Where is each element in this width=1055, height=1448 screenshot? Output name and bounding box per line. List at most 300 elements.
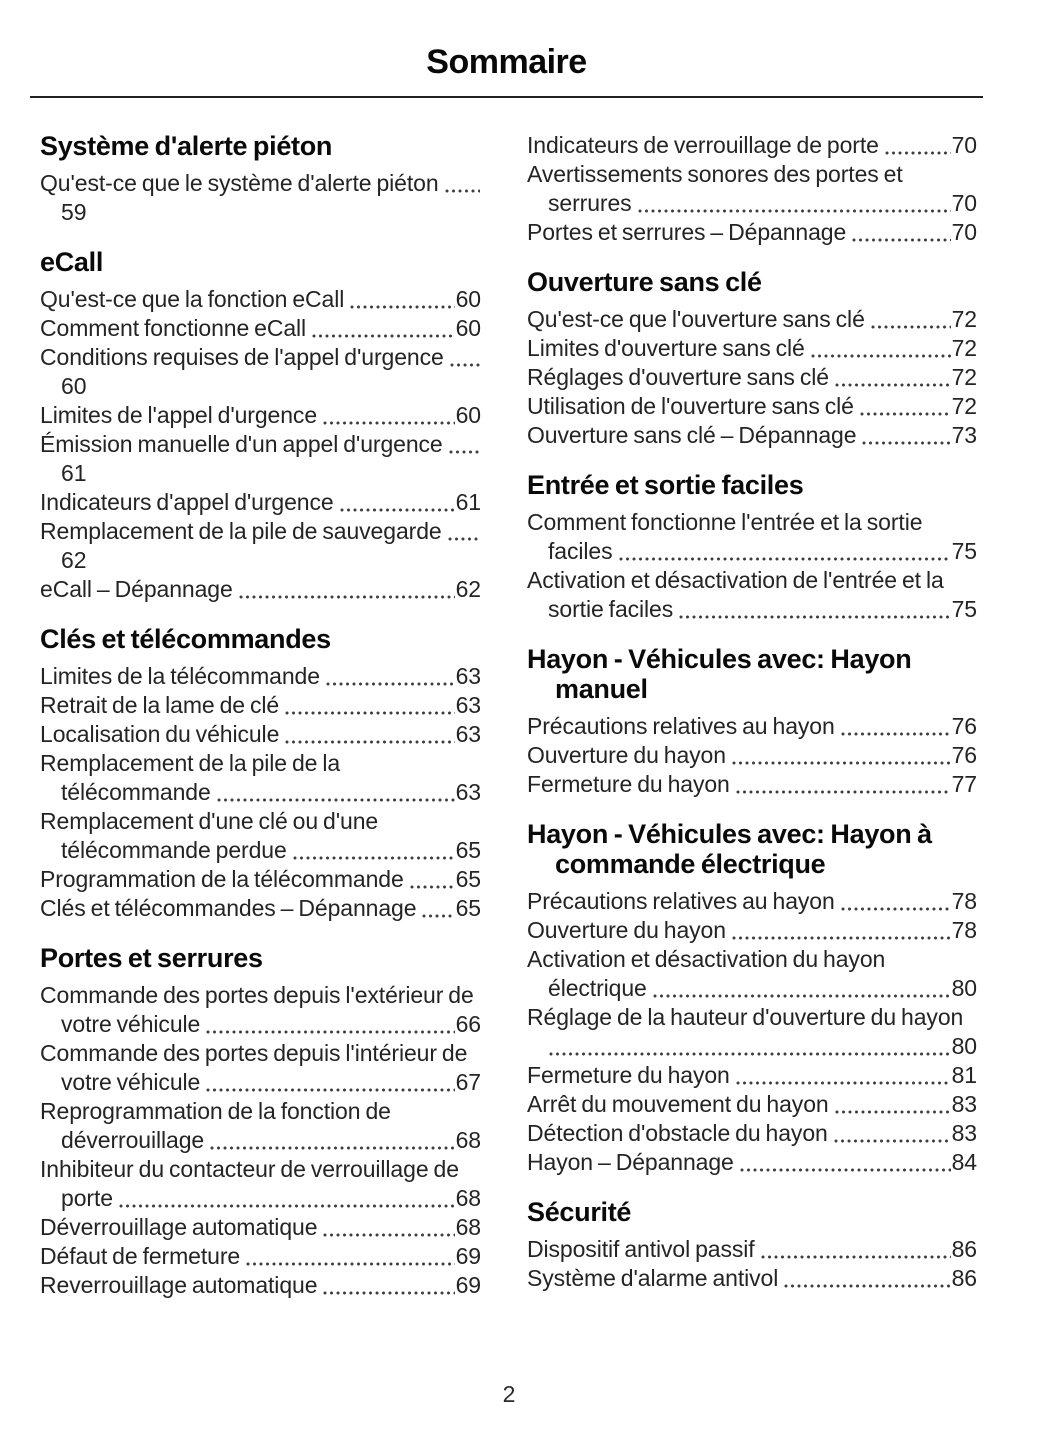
entry-word: au (742, 713, 768, 739)
entry-word: de (616, 1004, 643, 1030)
entry-word: hauteur (670, 1004, 748, 1030)
dot-leader (448, 537, 480, 541)
entry-word: fonction (280, 1098, 361, 1124)
toc-entry (40, 285, 481, 314)
entry-word: Commande (40, 1040, 159, 1066)
dot-leader (422, 914, 454, 918)
entry-word: du (637, 771, 663, 797)
entry-word: et (883, 161, 903, 187)
entry-word: sans (633, 422, 682, 448)
entry-word: que (628, 306, 667, 332)
entry-word: Dépannage (728, 219, 847, 245)
dot-leader (852, 238, 950, 242)
entry-word: d'un (235, 431, 278, 457)
entry-word: serrures (548, 190, 632, 216)
entry-word: et (820, 509, 840, 535)
entry-word: de (291, 750, 318, 776)
entry-word: désactivation (654, 946, 788, 972)
entry-word: l'ouverture (671, 306, 778, 332)
dot-leader (323, 1291, 454, 1295)
entry-word: depuis (273, 1040, 341, 1066)
entry-page-number: 62 (455, 576, 481, 602)
entry-word: que (141, 170, 180, 196)
dot-leader (217, 798, 455, 802)
entry-word: Précautions (527, 713, 648, 739)
entry-page-number: 70 (951, 219, 977, 245)
entry-word: – (720, 422, 734, 448)
entry-word: télécommande (254, 866, 404, 892)
dot-leader (323, 421, 455, 425)
entry-word: de (365, 1098, 391, 1124)
entry-word: Activation (527, 567, 626, 593)
entry-word: Ouverture (527, 742, 629, 768)
entry-page-number: 75 (951, 596, 977, 622)
entry-word: et (630, 946, 650, 972)
entry-page-number: 61 (61, 460, 87, 486)
dot-leader (740, 1168, 951, 1172)
entry-word: fonction (207, 286, 288, 312)
entry-word: l'ouverture (661, 393, 767, 419)
toc-entry (40, 1213, 481, 1242)
entry-word: des (163, 982, 200, 1008)
dot-leader (206, 1088, 454, 1092)
entry-word: Limites (527, 335, 600, 361)
entry-word: – (598, 1149, 611, 1175)
entry-word: hayon (772, 713, 835, 739)
dot-leader (619, 557, 951, 561)
entry-word: porte (61, 1185, 113, 1211)
entry-word: automatique (191, 1272, 318, 1298)
toc-entry (527, 1061, 977, 1090)
dot-leader (119, 1204, 455, 1208)
entry-word: fermeture (142, 1243, 241, 1269)
toc-entry (527, 741, 977, 770)
entry-word: – (96, 576, 110, 602)
section-heading: Sécurité (527, 1197, 632, 1227)
entry-word: la (647, 1004, 666, 1030)
dot-leader (835, 383, 951, 387)
toc-entry (40, 401, 481, 430)
dot-leader (206, 1030, 454, 1034)
entry-word: d'ouverture (628, 364, 742, 390)
entry-page-number: 63 (455, 721, 481, 747)
entry-word: Hayon (527, 1149, 593, 1175)
entry-word: l'intérieur (345, 1040, 437, 1066)
entry-page-number: 86 (951, 1236, 977, 1262)
entry-word: Émission (40, 431, 133, 457)
entry-word: Programmation (40, 866, 196, 892)
entry-word: des (163, 1040, 200, 1066)
entry-word: la (142, 692, 161, 718)
entry-page-number: 69 (455, 1272, 481, 1298)
toc-entry (527, 770, 977, 799)
entry-word: portes (204, 1040, 269, 1066)
entry-word: de (117, 663, 143, 689)
entry-word: l'appel (147, 402, 213, 428)
toc-entry (40, 169, 481, 227)
entry-word: l'entrée (741, 509, 816, 535)
entry-word: relatives (652, 888, 738, 914)
entry-word: sortie (548, 596, 604, 622)
entry-word: hayon (667, 771, 730, 797)
entry-word: Comment (527, 509, 626, 535)
section-heading: Portes et serrures (40, 943, 263, 973)
entry-word: désactivation (654, 567, 788, 593)
entry-word: système (207, 170, 293, 196)
entry-word: du (735, 1120, 761, 1146)
dot-leader (210, 1146, 455, 1150)
entry-word: du (870, 1004, 897, 1030)
dot-leader (285, 711, 455, 715)
dot-leader (445, 189, 480, 193)
toc-entry (527, 712, 977, 741)
entry-word: de (117, 402, 143, 428)
entry-word: sans (782, 306, 831, 332)
entry-word: Fermeture (527, 771, 633, 797)
toc-column-right (527, 131, 977, 1300)
entry-word: portes (815, 161, 879, 187)
entry-word: d'ouverture (604, 335, 718, 361)
entry-word: télécommande (61, 837, 211, 863)
entry-word: votre (61, 1069, 112, 1095)
entry-word: du (633, 917, 659, 943)
section-heading: Ouverture sans clé (527, 267, 762, 297)
entry-page-number: 67 (455, 1069, 481, 1095)
entry-page-number: 78 (951, 888, 977, 914)
entry-page-number: 81 (951, 1062, 977, 1088)
entry-word: de (643, 132, 669, 158)
entry-word: Dépannage (738, 422, 857, 448)
entry-word: Limites (40, 402, 113, 428)
entry-word: clé (686, 422, 716, 448)
entry-page-number: 73 (951, 422, 977, 448)
entry-word: clé (258, 808, 288, 834)
entry-word: d'une (198, 808, 254, 834)
entry-word: clé (824, 393, 854, 419)
entry-word: Portes (527, 219, 593, 245)
entry-word: que (141, 286, 180, 312)
entry-word: déverrouillage (61, 1127, 205, 1153)
toc-entry (40, 314, 481, 343)
entry-word: appel (282, 431, 339, 457)
entry-word: de (112, 692, 138, 718)
entry-page-number: 63 (455, 779, 481, 805)
entry-word: véhicule (195, 721, 280, 747)
dot-leader (835, 1110, 951, 1114)
entry-word: Indicateurs (40, 489, 152, 515)
entry-word: de (200, 866, 227, 892)
entry-page-number: 80 (951, 1033, 977, 1059)
entry-word: d'urgence (343, 431, 443, 457)
entry-word: eCall (254, 315, 307, 341)
toc-entry (40, 575, 481, 604)
entry-word: véhicule (116, 1011, 201, 1037)
entry-word: faciles (548, 538, 613, 564)
entry-page-number: 61 (455, 489, 481, 515)
entry-word: de (280, 1156, 306, 1182)
entry-word: la (184, 286, 203, 312)
entry-word: verrouillage (673, 132, 792, 158)
toc-entry (40, 430, 481, 488)
entry-word: sonores (687, 161, 769, 187)
entry-word: manuelle (137, 431, 231, 457)
dot-leader (871, 325, 951, 329)
dot-leader (736, 1081, 951, 1085)
entry-page-number: 68 (455, 1214, 481, 1240)
toc-entry (40, 691, 481, 720)
entry-word: et (90, 895, 110, 921)
entry-word: d'alarme (620, 1265, 708, 1291)
entry-page-number: 70 (951, 190, 977, 216)
entry-page-number: 83 (951, 1120, 977, 1146)
entry-word: Activation (527, 946, 626, 972)
toc-entry (527, 916, 977, 945)
entry-word: portes (204, 982, 269, 1008)
dot-leader (841, 907, 951, 911)
toc-entry (40, 1242, 481, 1271)
entry-word: Détection (527, 1120, 624, 1146)
entry-word: au (742, 888, 768, 914)
entry-word: requises (152, 344, 239, 370)
entry-word: Indicateurs (527, 132, 639, 158)
toc-entry (527, 218, 977, 247)
dot-leader (679, 615, 950, 619)
entry-word: passif (695, 1236, 755, 1262)
entry-word: hayon (772, 888, 835, 914)
toc (40, 131, 1055, 1300)
entry-page-number: 72 (951, 335, 977, 361)
dot-leader (862, 441, 950, 445)
dot-leader (732, 936, 951, 940)
toc-entry (40, 488, 481, 517)
entry-page-number: 70 (951, 132, 977, 158)
dot-leader (410, 885, 455, 889)
entry-word: antivol (712, 1265, 779, 1291)
entry-word: Réglage (527, 1004, 612, 1030)
toc-entry (40, 1039, 481, 1097)
entry-word: Défaut (40, 1243, 108, 1269)
toc-entry (527, 421, 977, 450)
dot-leader (239, 595, 455, 599)
toc-entry (527, 1090, 977, 1119)
entry-word: du (581, 1091, 607, 1117)
entry-page-number: 76 (951, 713, 977, 739)
entry-word: la (228, 518, 247, 544)
entry-page-number: 60 (61, 373, 87, 399)
entry-word: et (901, 567, 921, 593)
entry-word: Utilisation (527, 393, 626, 419)
entry-page-number: 62 (61, 547, 87, 573)
entry-word: Ouverture (527, 917, 629, 943)
entry-word: hayon (663, 917, 726, 943)
toc-entry (40, 1155, 481, 1213)
entry-page-number: 60 (455, 315, 481, 341)
toc-entry (527, 887, 977, 916)
page-header (30, 0, 983, 98)
entry-word: véhicule (116, 1069, 201, 1095)
toc-entry (527, 1264, 977, 1293)
entry-word: Retrait (40, 692, 108, 718)
entry-word: de (198, 750, 224, 776)
entry-word: de (198, 518, 224, 544)
entry-word: Avertissements (527, 161, 683, 187)
entry-word: lame (165, 692, 215, 718)
entry-page-number: 60 (455, 402, 481, 428)
entry-word: la (228, 750, 247, 776)
entry-word: ou (292, 808, 319, 834)
dot-leader (638, 209, 951, 213)
entry-word: l'appel (274, 344, 340, 370)
section-heading: eCall (40, 247, 104, 277)
entry-word: mouvement (611, 1091, 732, 1117)
toc-entry (527, 1003, 977, 1061)
toc-entry (527, 1119, 977, 1148)
entry-word: de (792, 567, 819, 593)
toc-entry (527, 945, 977, 1003)
entry-word: porte (826, 132, 879, 158)
entry-word: d'ouverture (752, 1004, 866, 1030)
toc-entry (527, 508, 977, 566)
toc-entry (40, 749, 481, 807)
entry-word: contacteur (169, 1156, 276, 1182)
entry-word: eCall (292, 286, 345, 312)
entry-word: Limites (40, 663, 113, 689)
toc-entry (527, 363, 977, 392)
dot-leader (323, 1233, 454, 1237)
entry-word: Ouverture (527, 422, 629, 448)
entry-word: électrique (548, 975, 647, 1001)
entry-word: télécommande (61, 779, 211, 805)
entry-word: antivol (624, 1236, 691, 1262)
entry-word: serrures (621, 219, 706, 245)
entry-word: sans (746, 364, 795, 390)
entry-word: depuis (273, 982, 341, 1008)
entry-word: perdue (215, 837, 287, 863)
entry-word: verrouillage (310, 1156, 429, 1182)
entry-word: sans (771, 393, 820, 419)
toc-entry (40, 865, 481, 894)
entry-word: hayon (766, 1091, 829, 1117)
entry-word: la (147, 663, 166, 689)
dot-leader (860, 412, 951, 416)
entry-word: Conditions (40, 344, 148, 370)
title-divider (30, 96, 983, 98)
entry-word: d'urgence (344, 344, 444, 370)
entry-word: – (280, 895, 294, 921)
entry-word: d'urgence (234, 489, 334, 515)
page-title: Sommaire (426, 43, 587, 81)
entry-word: Qu'est-ce (40, 170, 137, 196)
entry-word: hayon (667, 1062, 730, 1088)
entry-word: hayon (823, 946, 886, 972)
entry-page-number: 66 (455, 1011, 481, 1037)
dot-leader (312, 334, 455, 338)
dot-leader (449, 450, 480, 454)
entry-word: pile (251, 518, 287, 544)
entry-word: du (138, 1156, 165, 1182)
entry-word: d'obstacle (628, 1120, 731, 1146)
entry-word: Comment (40, 315, 139, 341)
entry-word: faciles (608, 596, 674, 622)
toc-entry (40, 981, 481, 1039)
entry-word: la (231, 866, 250, 892)
entry-word: la (257, 1098, 276, 1124)
entry-word: Reverrouillage (40, 1272, 187, 1298)
dot-leader (736, 790, 951, 794)
dot-leader (784, 1284, 950, 1288)
entry-word: votre (61, 1011, 112, 1037)
entry-word: du (633, 742, 659, 768)
toc-entry (40, 1271, 481, 1300)
entry-word: Qu'est-ce (527, 306, 624, 332)
entry-word: la (925, 567, 944, 593)
entry-word: Clés (40, 895, 86, 921)
entry-page-number: 65 (455, 866, 481, 892)
entry-word: Fermeture (527, 1062, 633, 1088)
entry-page-number: 86 (951, 1265, 977, 1291)
entry-page-number: 80 (951, 975, 977, 1001)
dot-leader (293, 856, 455, 860)
entry-word: clé (249, 692, 280, 718)
entry-word: de (243, 344, 270, 370)
toc-entry (40, 517, 481, 575)
entry-word: fonctionne (144, 315, 250, 341)
entry-word: Déverrouillage (40, 1214, 187, 1240)
entry-word: du (792, 946, 819, 972)
toc-entry (527, 334, 977, 363)
dot-leader (841, 732, 951, 736)
toc-entry (527, 305, 977, 334)
entry-word: d'urgence (217, 402, 318, 428)
entry-page-number: 72 (951, 364, 977, 390)
toc-entry (40, 1097, 481, 1155)
section-heading: Système d'alerte piéton (40, 131, 333, 161)
entry-word: piéton (376, 170, 439, 196)
toc-entry (40, 662, 481, 691)
entry-word: de (630, 393, 656, 419)
entry-word: l'extérieur (345, 982, 444, 1008)
section-heading: Clés et télécommandes (40, 624, 331, 654)
entry-page-number: 77 (951, 771, 977, 797)
entry-word: des (773, 161, 811, 187)
entry-word: Dépannage (114, 576, 233, 602)
dot-leader (761, 1255, 951, 1259)
dot-leader (811, 354, 951, 358)
entry-word: la (844, 509, 862, 535)
entry-word: Remplacement (40, 518, 194, 544)
toc-entry (40, 343, 481, 401)
section-heading: Hayon - Véhicules avec: Hayon à commande électrique (527, 819, 932, 879)
entry-word: d'alerte (297, 170, 372, 196)
entry-page-number: 83 (951, 1091, 977, 1117)
toc-entry (40, 807, 481, 865)
entry-word: pile (251, 750, 287, 776)
entry-word: Inhibiteur (40, 1156, 134, 1182)
entry-word: de (291, 518, 318, 544)
toc-entry (527, 1148, 977, 1177)
entry-word: fonctionne (631, 509, 737, 535)
page-footer (40, 1381, 978, 1408)
entry-page-number: 59 (61, 199, 87, 225)
page-number: 2 (502, 1381, 516, 1407)
entry-word: hayon (901, 1004, 964, 1030)
toc-column-left (40, 131, 481, 1300)
entry-word: Qu'est-ce (40, 286, 137, 312)
entry-word: la (322, 750, 341, 776)
entry-word: Dispositif (527, 1236, 620, 1262)
entry-word: et (630, 567, 650, 593)
entry-word: de (441, 1040, 468, 1066)
